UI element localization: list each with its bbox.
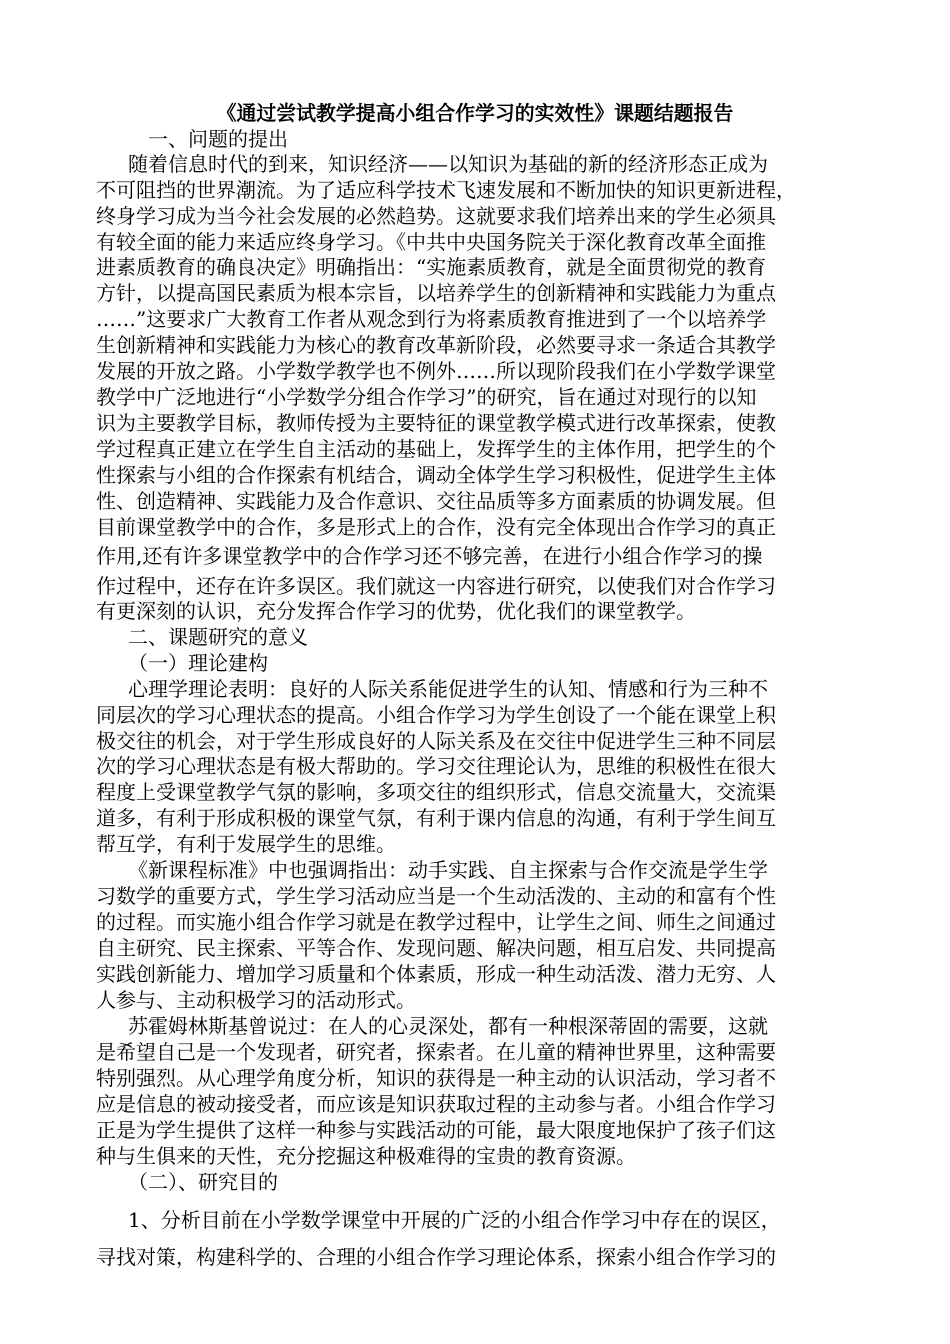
body-line: 方针，以提高国民素质为根本宗旨，以培养学生的创新精神和实践能力为重点 — [96, 281, 776, 305]
body-line: 有较全面的能力来适应终身学习。《中共中央国务院关于深化教育改革全面推 — [96, 230, 766, 254]
section-heading-significance: 二、课题研究的意义 — [128, 625, 308, 649]
body-line: 性、创造精神、实践能力及合作意识、交往品质等多方面素质的协调发展。但 — [96, 489, 776, 513]
body-line: 道多，有利于形成积极的课堂气氛，有利于课内信息的沟通，有利于学生间互 — [96, 806, 776, 830]
body-line: 发展的开放之路。小学数学教学也不例外……所以现阶段我们在小学数学课堂 — [96, 359, 776, 383]
body-line: 不可阻挡的世界潮流。为了适应科学技术飞速发展和不断加快的知识更新进程， — [96, 178, 796, 202]
body-line: 目前课堂教学中的合作，多是形式上的合作，没有完全体现出合作学习的真正 — [96, 515, 776, 539]
body-line: 有更深刻的认识，充分发挥合作学习的优势，优化我们的课堂教学。 — [96, 599, 696, 623]
body-line: 生创新精神和实践能力为核心的教育改革新阶段，必然要寻求一条适合其教学 — [96, 333, 776, 357]
body-line: 作过程中，还存在许多误区。我们就这一内容进行研究，以使我们对合作学习 — [96, 574, 776, 598]
body-line: 人参与、主动积极学习的活动形式。 — [96, 988, 416, 1012]
subsection-heading-purpose: （二）、研究目的 — [128, 1170, 278, 1194]
body-line: 随着信息时代的到来，知识经济——以知识为基础的新的经济形态正成为 — [128, 152, 768, 176]
body-line: 种与生俱来的天性，充分挖掘这种极难得的宝贵的教育资源。 — [96, 1144, 636, 1168]
body-line: 帮互学，有利于发展学生的思维。 — [96, 832, 396, 856]
body-line: ……”这要求广大教育工作者从观念到行为将素质教育推进到了一个以培养学 — [96, 307, 767, 331]
body-line: 正是为学生提供了这样一种参与实践活动的可能，最大限度地保护了孩子们这 — [96, 1118, 776, 1142]
subsection-heading-theory: （一）理论建构 — [128, 651, 268, 675]
body-line: 自主研究、民主探索、平等合作、发现问题、解决问题，相互启发、共同提高 — [96, 936, 776, 960]
body-line: 学过程真正建立在学生自主活动的基础上，发挥学生的主体作用，把学生的个 — [96, 437, 776, 461]
body-line: 1、分析目前在小学数学课堂中开展的广泛的小组合作学习中存在的误区， — [128, 1208, 781, 1232]
body-line: 作用,还有许多课堂教学中的合作学习还不够完善，在进行小组合作学习的操 — [96, 544, 763, 568]
body-line: 是希望自己是一个发现者，研究者，探索者。在儿童的精神世界里，这种需要 — [96, 1040, 776, 1064]
body-line: 特别强烈。从心理学角度分析，知识的获得是一种主动的认识活动，学习者不 — [96, 1066, 776, 1090]
body-line: 教学中广泛地进行“小学数学分组合作学习”的研究，旨在通过对现行的以知 — [96, 385, 757, 409]
body-line: 程度上受课堂教学气氛的影响，多项交往的组织形式，信息交流量大，交流渠 — [96, 780, 776, 804]
body-line: 的过程。而实施小组合作学习就是在教学过程中，让学生之间、师生之间通过 — [96, 910, 776, 934]
body-line: 习数学的重要方式，学生学习活动应当是一个生动活泼的、主动的和富有个性 — [96, 884, 776, 908]
body-line: 苏霍姆林斯基曾说过：在人的心灵深处，都有一种根深蒂固的需要，这就 — [128, 1014, 768, 1038]
body-line: 极交往的机会，对于学生形成良好的人际关系及在交往中促进学生三种不同层 — [96, 729, 776, 753]
section-heading-problem: 一、问题的提出 — [148, 127, 288, 151]
body-line: 实践创新能力、增加学习质量和个体素质，形成一种生动活泼、潜力无穷、人 — [96, 962, 776, 986]
body-line: 寻找对策，构建科学的、合理的小组合作学习理论体系，探索小组合作学习的 — [96, 1245, 776, 1269]
body-line: 性探索与小组的合作探索有机结合，调动全体学生学习积极性，促进学生主体 — [96, 463, 776, 487]
body-line: 进素质教育的确良决定》明确指出：“实施素质教育，就是全面贯彻党的教育 — [96, 255, 767, 279]
body-line: 识为主要教学目标，教师传授为主要特征的课堂教学模式进行改革探索，使教 — [96, 411, 776, 435]
body-line: 次的学习心理状态是有极大帮助的。学习交往理论认为，思维的积极性在很大 — [96, 754, 776, 778]
body-line: 终身学习成为当今社会发展的必然趋势。这就要求我们培养出来的学生必须具 — [96, 204, 776, 228]
body-line: 心理学理论表明：良好的人际关系能促进学生的认知、情感和行为三种不 — [128, 677, 768, 701]
body-line: 应是信息的被动接受者，而应该是知识获取过程的主动参与者。小组合作学习 — [96, 1092, 776, 1116]
report-title: 《通过尝试教学提高小组合作学习的实效性》课题结题报告 — [216, 101, 734, 125]
body-line: 同层次的学习心理状态的提高。小组合作学习为学生创设了一个能在课堂上积 — [96, 703, 776, 727]
body-line: 《新课程标准》中也强调指出：动手实践、自主探索与合作交流是学生学 — [128, 858, 768, 882]
